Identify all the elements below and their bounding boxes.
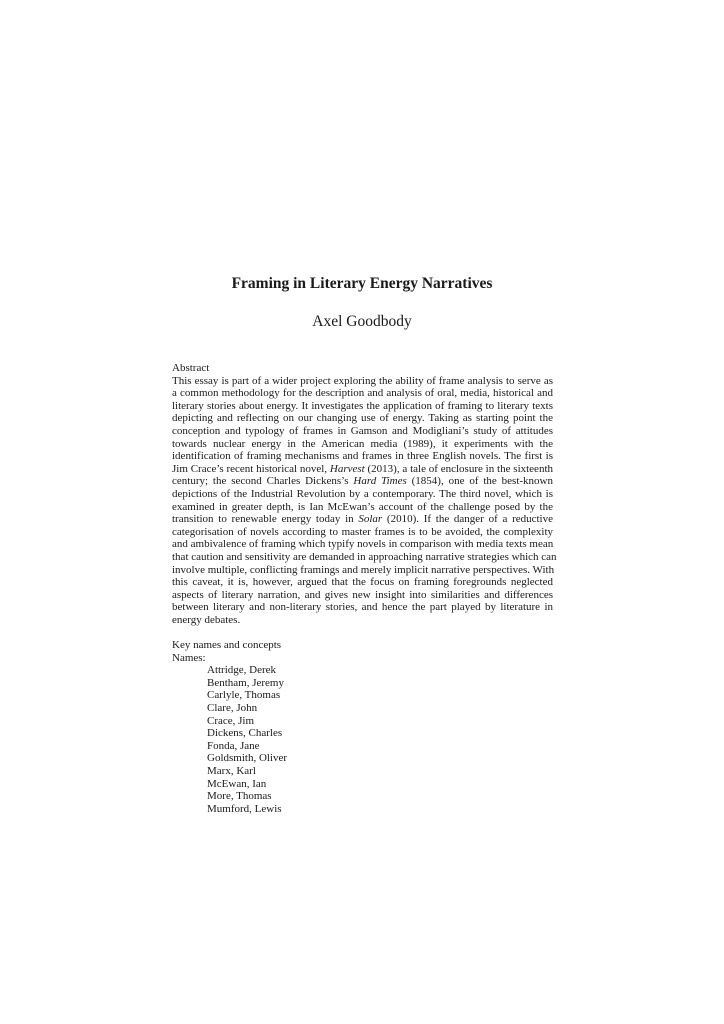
text-segment: transition to renewable energy today in (172, 513, 359, 526)
abstract-line (172, 475, 553, 488)
text-segment: literary stories about energy. It investigates the application of framing to literary texts (172, 399, 553, 412)
abstract-line (172, 412, 553, 425)
name-item: McEwan, Ian (207, 777, 267, 790)
abstract-body (172, 374, 557, 627)
abstract-section (172, 362, 557, 815)
italic-title: Harvest (329, 462, 365, 475)
names-label: Names: (172, 651, 206, 664)
abstract-line (172, 614, 553, 627)
text-segment: identification of framing mechanisms and frames in three English novels. The first is (172, 450, 553, 463)
name-item: Dickens, Charles (207, 727, 283, 740)
text-segment: (2013), a tale of enclosure in the sixteenth (364, 462, 553, 475)
text-segment: energy debates. (172, 613, 241, 626)
abstract-line (172, 550, 557, 564)
key-names-heading: Key names and concepts (172, 639, 282, 652)
abstract-line (172, 438, 553, 451)
abstract-label: Abstract (172, 362, 210, 374)
abstract-line (172, 513, 553, 526)
document-title: Framing in Literary Energy Narratives (231, 275, 493, 292)
text-segment: categorisation of novels according to master frames is to be avoided, the complexity (172, 525, 553, 538)
name-item: Marx, Karl (207, 765, 256, 777)
text-segment: examined in greater depth, is Ian McEwan’s account of the challenge posed by the (172, 500, 553, 513)
abstract-line (172, 425, 553, 438)
abstract-line (172, 375, 553, 388)
text-segment: Jim Crace’s recent historical novel, (172, 462, 330, 475)
name-item: Clare, John (207, 702, 258, 715)
text-segment: This essay is part of a wider project exploring the ability of frame analysis to serve as (172, 374, 553, 387)
names-list (172, 664, 553, 815)
abstract-line (172, 501, 553, 514)
name-item: Goldsmith, Oliver (207, 752, 288, 765)
text-segment: depictions of the Industrial Revolution by a contemporary. The third novel, which is (172, 487, 553, 500)
text-segment: between literary and non-literary stories, and hence the part played by literature in (172, 601, 553, 614)
text-segment: that caution and sensitivity are demanded in approaching narrative strategies which can (172, 550, 557, 563)
abstract-line (172, 488, 553, 501)
abstract-line (172, 564, 553, 577)
text-segment: and ambivalence of framing which typify novels in comparison with media texts mean (172, 538, 554, 551)
text-segment: a common methodology for the description and analysis of oral, media, historical and (172, 387, 553, 400)
text-segment: this caveat, it is, however, argued that the focus on framing foregrounds neglected (172, 576, 553, 589)
name-item: Fonda, Jane (207, 739, 260, 752)
italic-title: Hard Times (353, 475, 407, 488)
text-segment: (2010). If the danger of a reductive (382, 513, 553, 526)
author-name: Axel Goodbody (312, 313, 412, 330)
abstract-line (172, 526, 553, 539)
text-segment: (1854), one of the best-known (406, 475, 553, 488)
text-segment: aspects of literary narration, and gives new insight into similarities and differences (172, 588, 553, 601)
abstract-line (172, 601, 553, 614)
abstract-line (172, 538, 553, 551)
text-segment: conception and typology of frames in Gamson and Modigliani’s study of attitudes (172, 424, 553, 437)
name-item: Attridge, Derek (207, 664, 277, 677)
name-item: Bentham, Jeremy (207, 676, 284, 689)
abstract-line (172, 387, 553, 400)
italic-title: Solar (358, 513, 383, 526)
abstract-line (172, 589, 553, 602)
abstract-line (172, 450, 553, 463)
name-item: Carlyle, Thomas (207, 689, 281, 702)
abstract-line (172, 576, 553, 589)
text-segment: towards nuclear energy in the American media (1989), it experiments with the (172, 437, 553, 450)
name-item: More, Thomas (207, 790, 272, 803)
text-segment: involve multiple, conflicting framings and merely implicit narrative perspectives. With (172, 563, 555, 576)
abstract-line (172, 400, 553, 413)
text-segment: century; the second Charles Dickens’s (172, 475, 354, 488)
text-segment: depicting and reflecting on our changing use of energy. Taking as starting point the (172, 412, 553, 425)
abstract-line (172, 463, 553, 476)
name-item: Crace, Jim (207, 714, 255, 727)
name-item: Mumford, Lewis (207, 802, 282, 815)
